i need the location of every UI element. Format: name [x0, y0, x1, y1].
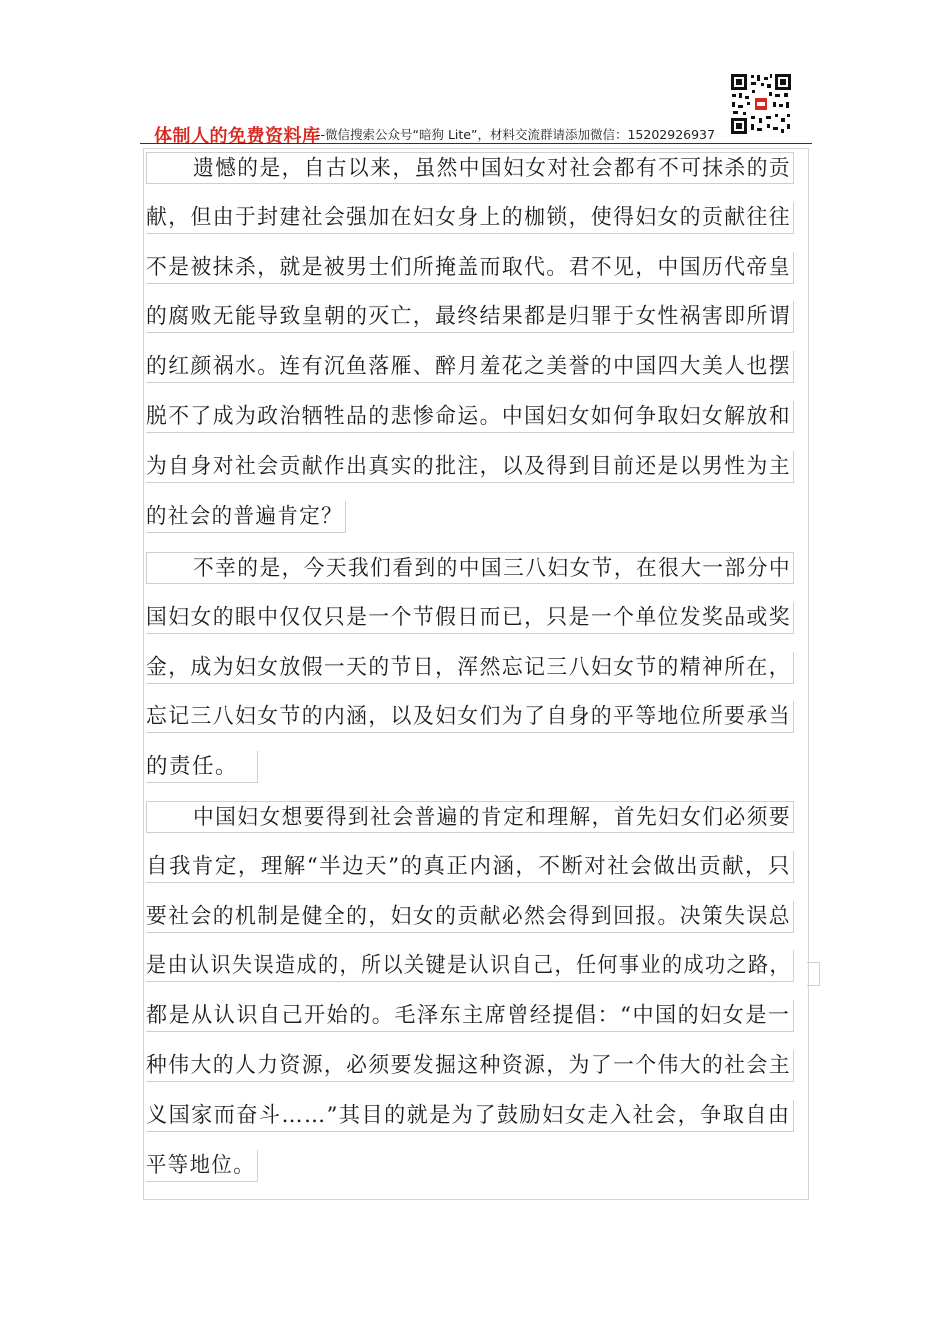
header-tagline: --微信搜索公众号“暗狗 Lite”，材料交流群请添加微信：15202926937	[316, 127, 715, 142]
line-text: 是由认识失误造成的，所以关键是认识自己，任何事业的成功之路，	[146, 953, 792, 979]
margin-mark	[807, 962, 820, 986]
line-text: 国妇女的眼中仅仅只是一个节假日而已，只是一个单位发奖品或奖	[146, 604, 792, 630]
paragraph-line	[146, 401, 794, 433]
header-divider	[140, 143, 812, 144]
line-text: 不幸的是，今天我们看到的中国三八妇女节，在很大一部分中	[193, 556, 792, 581]
paragraph-line	[146, 602, 794, 634]
line-text: 的社会的普遍肯定？	[146, 503, 344, 529]
paragraph-line	[146, 751, 258, 783]
paragraph-line	[146, 652, 794, 684]
paragraph-line	[146, 301, 794, 333]
paragraph-line	[146, 851, 794, 883]
brand-title: 体制人的免费资料库	[154, 126, 321, 147]
line-text: 的腐败无能导致皇朝的灭亡，最终结果都是归罪于女性祸害即所谓	[146, 304, 792, 330]
paragraph-line	[146, 552, 794, 584]
line-text: 自我肯定，理解“半边天”的真正内涵，不断对社会做出贡献，只	[146, 853, 791, 879]
line-text: 献，但由于封建社会强加在妇女身上的枷锁，使得妇女的贡献往往	[146, 204, 792, 230]
line-text: 义国家而奋斗……”其目的就是为了鼓励妇女走入社会，争取自由	[146, 1102, 791, 1128]
line-text: 脱不了成为政治牺牲品的悲惨命运。中国妇女如何争取妇女解放和	[146, 404, 792, 429]
paragraph-line	[146, 1050, 794, 1082]
paragraph-line	[146, 1100, 794, 1132]
line-text: 金，成为妇女放假一天的节日，浑然忘记三八妇女节的精神所在，	[146, 654, 792, 680]
line-text: 忘记三八妇女节的内涵，以及妇女们为了自身的平等地位所要承当	[146, 704, 792, 730]
paragraph-line	[146, 351, 794, 383]
line-text: 不是被抹杀，就是被男士们所掩盖而取代。君不见，中国历代帝皇	[146, 254, 792, 280]
paragraph-line	[146, 801, 794, 833]
paragraph-line	[146, 950, 794, 982]
line-text: 平等地位。	[146, 1152, 256, 1178]
line-text: 为自身对社会贡献作出真实的批注，以及得到目前还是以男性为主	[146, 453, 792, 479]
paragraph-line	[146, 451, 794, 483]
paragraph-line	[146, 252, 794, 284]
paragraph-line	[146, 701, 794, 733]
paragraph-line	[146, 202, 794, 234]
paragraph-line	[146, 501, 346, 533]
line-text: 种伟大的人力资源，必须要发掘这种资源，为了一个伟大的社会主	[146, 1053, 792, 1078]
line-text: 要社会的机制是健全的，妇女的贡献必然会得到回报。决策失误总	[146, 903, 792, 929]
line-text: 都是从认识自己开始的。毛泽东主席曾经提倡：“中国的妇女是一	[146, 1003, 791, 1029]
line-text: 的红颜祸水。连有沉鱼落雁、醉月羞花之美誉的中国四大美人也摆	[146, 354, 792, 380]
qr-code-icon	[729, 72, 793, 136]
paragraph-line	[146, 901, 794, 933]
paragraph-line	[146, 1000, 794, 1032]
line-text: 中国妇女想要得到社会普遍的肯定和理解，首先妇女们必须要	[193, 805, 792, 830]
paragraph-line	[146, 1150, 258, 1182]
line-text: 的责任。	[146, 754, 239, 780]
paragraph-line	[146, 152, 794, 184]
line-text: 遗憾的是，自古以来，虽然中国妇女对社会都有不可抹杀的贡	[193, 156, 792, 181]
